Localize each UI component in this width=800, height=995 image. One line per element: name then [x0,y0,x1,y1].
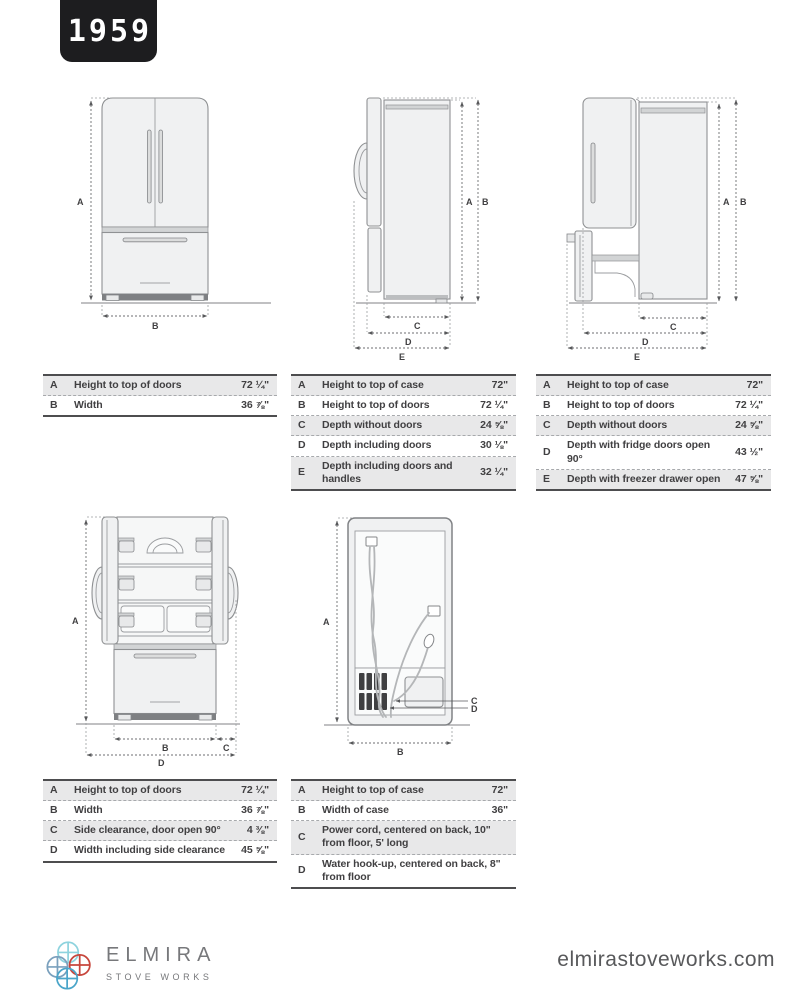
dim-label-b: B [152,321,159,331]
dim-label-d: D [158,758,165,768]
spec-label: Power cord, centered on back, 10" from floor, 5' long [322,824,491,850]
spec-label: Depth without doors [567,419,668,432]
spec-label: Water hook-up, centered on back, 8" from floor [322,857,501,883]
right-door-handle [159,130,163,203]
spec-value: 45 ⅝" [241,844,269,857]
spec-row [291,801,516,821]
brand-logo [42,936,100,994]
spec-label: Height to top of doors [74,379,182,391]
spec-row [536,436,771,469]
brand-name: ELMIRA [106,944,217,966]
spec-row [291,855,516,887]
spec-value: 43 ½" [735,445,763,458]
door-bin [119,616,134,627]
spec-value: 32 ¼" [480,466,508,479]
door-handle-side [354,143,367,199]
spec-key: D [298,864,306,877]
left-open-door-edge [102,517,118,644]
freezer-front-side [368,228,381,292]
freezer-handle [134,654,196,658]
dim-label-b: B [397,747,404,757]
spec-row [291,416,516,436]
spec-label: Height to top of doors [74,784,182,796]
door-bin [119,541,134,552]
website-link[interactable]: elmirastoveworks.com [557,948,775,971]
dim-label-b: B [482,197,489,207]
spec-label: Depth with freezer drawer open [567,472,721,485]
fridge-open-side [567,98,707,301]
fridge-open-front [92,517,238,720]
spec-key: E [543,472,550,485]
spec-value: 4 ⅜" [246,824,269,837]
side-view-diagram [340,85,520,365]
spec-value: 72" [746,379,763,391]
logo-circle-red [70,955,90,975]
spec-key: E [298,466,305,479]
spec-key: B [543,399,551,412]
door-bin [119,579,134,590]
spec-row [43,801,277,821]
spec-table-front-open [43,779,277,863]
water-hookup-connector [366,537,377,546]
spec-label: Height to top of case [567,379,669,391]
freezer-handle [123,238,187,242]
spec-value: 72 ¼" [480,399,508,412]
spec-value: 30 ⅛" [480,439,508,452]
left-handle [92,567,102,619]
spec-key: D [50,844,58,857]
spec-row [291,781,516,801]
spec-value: 72 ¼" [241,379,269,391]
spec-label: Height to top of doors [322,399,430,412]
spec-label: Width [74,399,103,412]
model-number: 1959 [67,13,153,49]
dim-label-e: E [399,352,406,362]
dim-label-c: C [223,743,230,753]
spec-row [291,396,516,416]
dim-label-c: C [670,322,677,332]
spec-label: Side clearance, door open 90° [74,824,221,837]
spec-row [43,841,277,860]
spec-table-side-open [536,374,771,491]
spec-row [291,821,516,854]
spec-key: B [298,804,306,817]
spec-key: A [543,379,551,391]
spec-label: Height to top of case [322,784,424,796]
dim-label-e: E [634,352,641,362]
left-door-handle [148,130,152,203]
spec-label: Width [74,804,103,817]
dim-label-c: C [414,321,421,331]
fridge-side [354,98,450,303]
spec-key: C [298,830,306,843]
fridge-front [102,98,208,301]
spec-row [536,396,771,416]
door-side [367,98,381,226]
spec-key: C [543,419,551,432]
dim-label-b: B [162,743,169,753]
spec-value: 72 ¼" [735,399,763,412]
back-view-diagram [310,505,490,765]
spec-key: C [298,419,306,432]
compressor-tray [405,677,443,707]
spec-label: Depth including doors and handles [322,459,453,485]
back-panel [355,531,445,668]
spec-row [291,457,516,489]
dim-label-b: B [740,197,747,207]
spec-row [43,396,277,415]
open-freezer-drawer [575,231,592,301]
spec-row [43,376,277,396]
spec-row [291,436,516,456]
brand-tagline: STOVE WORKS [106,972,213,982]
spec-table-front [43,374,277,417]
spec-key: A [50,784,58,796]
door-bin [196,616,211,627]
dim-label-a: A [323,617,330,627]
spec-key: A [298,379,306,391]
spec-row [536,376,771,396]
spec-label: Height to top of case [322,379,424,391]
dim-label-d: D [405,337,412,347]
dim-label-c: C [471,696,478,706]
dim-label-d: D [471,704,478,714]
spec-key: B [50,804,58,817]
spec-value: 36" [491,804,508,817]
spec-row [536,416,771,436]
spec-value: 47 ⅝" [735,472,763,485]
spec-row [43,821,277,841]
spec-key: A [298,784,306,796]
cord-anchor [428,606,440,616]
spec-row [536,470,771,489]
dim-label-a: A [723,197,730,207]
model-badge [60,0,157,62]
spec-table-back [291,779,516,889]
spec-label: Depth without doors [322,419,423,432]
spec-key: B [298,399,306,412]
open-door-handle [591,143,595,203]
spec-label: Height to top of doors [567,399,675,412]
case-side [639,102,707,299]
spec-value: 72 ¼" [241,784,269,796]
spec-key: C [50,824,58,837]
spec-value: 24 ⅝" [735,419,763,432]
case-side [384,100,450,299]
logo-circle-teal [58,942,78,962]
spec-key: B [50,399,58,412]
right-handle [228,567,238,619]
spec-row [291,376,516,396]
logo-circle-blue [57,968,77,988]
spec-key: D [298,439,306,452]
right-open-door-edge [212,517,228,644]
spec-label: Depth with fridge doors open 90° [567,439,711,465]
spec-value: 72" [491,784,508,796]
brand-wordmark [106,944,216,982]
spec-table-side [291,374,516,491]
door-bin [196,579,211,590]
freezer-drawer [114,650,216,714]
spec-label: Width of case [322,804,389,817]
front-view-doors-open-diagram [60,505,270,768]
fridge-back [348,518,452,725]
spec-value: 72" [491,379,508,391]
spec-value: 36 ⅞" [241,804,269,817]
front-view-diagram [55,85,275,335]
dim-label-d: D [642,337,649,347]
side-view-open-diagram [555,85,755,362]
dim-label-a: A [466,197,473,207]
spec-label: Depth including doors [322,439,432,452]
dim-label-a: A [72,616,79,626]
door-bin [196,541,211,552]
spec-value: 24 ⅝" [480,419,508,432]
spec-key: A [50,379,58,391]
spec-key: D [543,445,551,458]
spec-row [43,781,277,801]
drawer-slide-rail [592,255,639,261]
spec-label: Width including side clearance [74,844,225,857]
spec-value: 36 ⅞" [241,399,269,412]
dim-label-a: A [77,197,84,207]
